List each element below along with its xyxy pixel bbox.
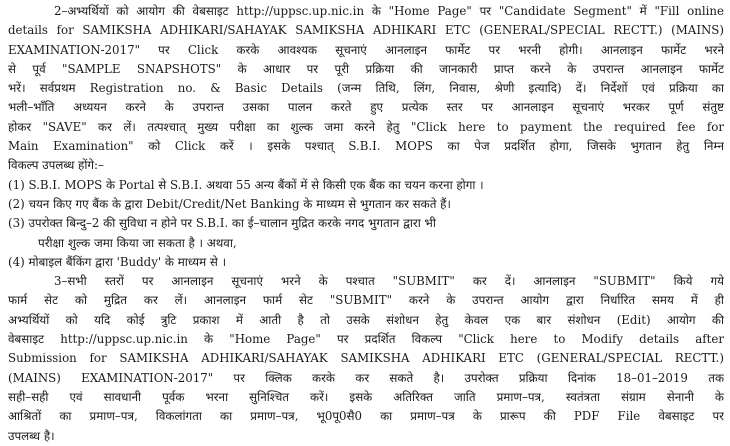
text-line-19: Submission for SAMIKSHA ADHIKARI/SAHAYAK SAMIKSHA ADHIKARI ETC (GENERAL/SPECIAL RECTT.) — [8, 351, 724, 366]
text-line-8: Main Examination" को Click करें । इसके पश्चात् S.B.I. MOPS का पेज प्रदर्शित होगा, जिसके भुगतान हेतु निम्न — [8, 139, 724, 154]
text-line-16: फार्म सेट को मुद्रित कर लें। आनलाइन फार्म सेट "SUBMIT" करने के उपरान्त आयोग द्वारा निर्धारित समय में ही — [8, 293, 724, 308]
list-item-4: (4) मोबाइल बैंकिंग द्वारा 'Buddy' के माध्यम से । — [8, 254, 227, 269]
text-line-15: 3–सभी स्तरों पर आनलाइन सूचनाएं भरने के पश्चात "SUBMIT" कर दें। आनलाइन "SUBMIT" किये गये — [54, 274, 724, 289]
list-item-3-continued: परीक्षा शुल्क जमा किया जा सकता है । अथवा, — [38, 235, 237, 250]
text-line-5: भरें। सर्वप्रथम Registration no. & Basic Details (जन्म तिथि, लिंग, निवास, श्रेणी इत्यादि) दें। निर्देशों एवं प्रक्रिया का — [8, 81, 724, 96]
text-line-6: भली–भाँति अध्ययन करने के उपरान्त उसका पालन करते हुए प्रत्येक स्तर पर आनलाइन सूचनाएं भरकर पूर्ण संतुष्ट — [8, 100, 724, 115]
list-item-1: (1) S.B.I. MOPS के Portal से S.B.I. अथवा 55 अन्य बैंकों में से किसी एक बैंक का चयन करना होगा । — [8, 177, 484, 192]
list-item-3: (3) उपरोक्त बिन्दु–2 की सुविधा न होने पर S.B.I. का ई–चालान मुद्रित करके नगद भुगतान द्वारा भी — [8, 216, 436, 231]
list-item-2: (2) चयन किए गए बैंक के द्वारा Debit/Credit/Net Banking के माध्यम से भुगतान कर सकते हैं। — [8, 196, 451, 211]
text-line-22: आश्रितों का प्रमाण–पत्र, विकलांगता का प्रमाण–पत्र, भू0पू0सै0 का प्रमाण–पत्र के प्रारूप की PDF File वेबसाइट पर — [8, 409, 724, 424]
text-line-7: होकर "SAVE" कर लें। तत्पश्चात् मुख्य परीक्षा का शुल्क जमा करने हेतु "Click here to payment the required fee for — [8, 119, 724, 134]
text-line-23: उपलब्ध है। — [8, 428, 55, 443]
text-line-9: विकल्प उपलब्ध होंगे:– — [8, 158, 104, 173]
text-line-20: (MAINS) EXAMINATION-2017" पर क्लिक करके कर सकते है। उपरोक्त प्रक्रिया दिनांक 18–01–2019 तक — [8, 370, 724, 385]
text-line-17: अभ्यर्थियों को यदि कोई त्रुटि प्रकाश में आती है तो उसके संशोधन हेतु केवल एक बार संशोधन (Edit) आयोग की — [8, 312, 724, 327]
text-line-3: EXAMINATION-2017" पर Click करके आवश्यक सूचनाएं आनलाइन फार्मेट पर भरनी होगी। आनलाइन फार्मेट भरने — [8, 42, 724, 57]
text-line-4: से पूर्व "SAMPLE SNAPSHOTS" के आधार पर पूरी प्रक्रिया की जानकारी प्राप्त करने के उपरान्त आनलाइन फार्मेट — [8, 61, 724, 76]
text-line-1: 2–अभ्यर्थियों को आयोग की वेबसाइट http://uppsc.up.nic.in के "Home Page" पर "Candidate Segment" में "Fill online — [54, 4, 724, 18]
text-line-2: details for SAMIKSHA ADHIKARI/SAHAYAK SAMIKSHA ADHIKARI ETC (GENERAL/SPECIAL RECTT.) (MAINS) — [8, 23, 724, 38]
text-line-21: सही–सही एवं सावधानी पूर्वक भरना सुनिश्चित करें। इसके अतिरिक्त जाति प्रमाण–पत्र, स्वतंत्रता संग्राम सेनानी के — [8, 389, 724, 404]
text-line-18: वेबसाइट http://uppsc.up.nic.in के "Home Page" पर प्रदर्शित विकल्प "Click here to Modify details after — [8, 332, 724, 347]
